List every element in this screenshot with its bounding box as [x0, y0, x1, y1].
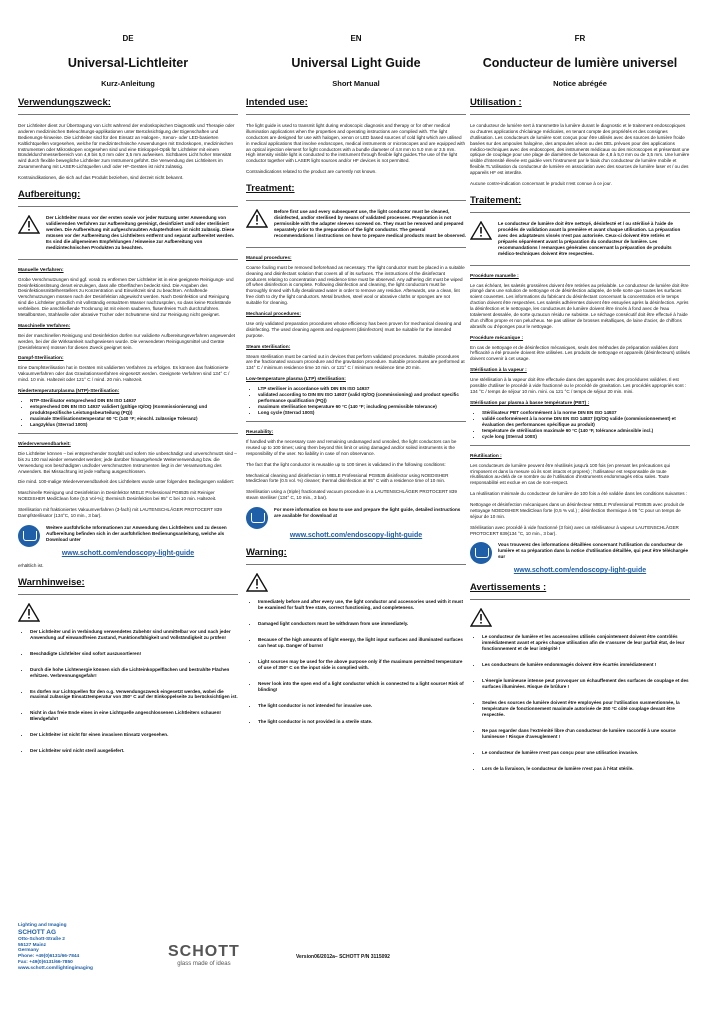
subheading: Procédure manuelle : [470, 273, 519, 279]
logo-tagline: glass made of ideas [177, 961, 231, 967]
paragraph: Maschinelle Reinigung und Desinfektion in Desinfektor MIELE Professional PG8535 mit Reiniger NOEDISHER MediClean forte (0,5 Vol-%); thermisch Desinfektion bei 95° C bei 10 min. Haltezeit. [18, 490, 217, 502]
divider [18, 433, 238, 434]
subheading: Réutilisation : [470, 453, 502, 459]
subheading: Procédure mécanique : [470, 335, 524, 341]
address-country: Germany [18, 948, 39, 954]
paragraph: Sterilisation mit fraktioniertes Vakuumverfahren (3-fach) mit LAUTENSCHLÄGER PROTOCERT 839 Dampfsterilisator (134°C, 10 min., 3 bar). [18, 507, 222, 518]
paragraph: Les conducteurs de lumière peuvent être réutilisés jusqu'à 100 fois (en prenant les précautions qui s'imposent et dans la mesure où ils sont intacts et propres) ; l'utilisateur est responsable de toute réutilisation au-delà de ce nombre ou de l'utilisation d'instruments endommagés et/ou sales. Toute responsabilité est exclue en cas de non-respect. [470, 462, 671, 486]
divider [246, 200, 466, 201]
page-title: Conducteur de lumière universel [482, 56, 678, 70]
warning-box [18, 215, 238, 251]
section-heading: Treatment: [246, 183, 295, 194]
subheading: Reusability: [246, 430, 274, 436]
language-code: EN [350, 34, 362, 43]
subheading: Wiederverwendbarkeit: [18, 441, 71, 447]
info-text: For more information on how to use and prepare the light guide, detailed instructions are available for download at [274, 507, 461, 519]
website-link[interactable]: www.schott.com/lightingimaging [18, 965, 93, 971]
list-item: • Damaged light conductors must be withdrawn from use immediately. [258, 621, 466, 627]
subheading: Stérilisation par plasma à basse température (PBT) : [470, 400, 590, 406]
paragraph: Contraindications related to the product are currently not known. [246, 169, 377, 175]
paragraph: Die Lichtleiter können – bei entsprechender Sorgfalt und sofern Sie unbeschädigt und unverschmutzt sind – bis zu 100 mal wieder verwendet werden; jede darüber hinausgehende Weiterverwendung bzw. die Verwendung von beschädigten und/oder verschmutzten Instrumenten liegt in der Verantwortung des Anwenders. Bei Missachtung ist jede Haftung ausgeschlossen. [18, 450, 237, 474]
list-item: • Der Lichtleiter ist nicht für einen invasiven Einsatz vorgesehen. [30, 732, 238, 738]
company-name: SCHOTT AG [18, 928, 57, 936]
warning-triangle-icon [470, 221, 492, 240]
subheading: Manuelle Verfahren: [18, 267, 64, 273]
paragraph: Bei der maschinellen Reinigung und Desinfektion dürfen nur validierte Aufbereitungsverfahren angewendet werden, bei der die Wirksamkeit nachgewiesen wurde. Die verwendeten Reinigungsmittel und Geräte (Desinfektoren) müssen für diesen Zweck geeignet sein. [18, 332, 236, 350]
address-street: Otto-Schott-Straße 2 [18, 936, 65, 942]
paragraph: Die mind. 100-malige Wiederverwendbarkeit des Lichtleiters wurde unter folgenden Bedingungen validiert: [18, 479, 235, 485]
paragraph: Aucune contre-indication concernant le produit n'est connue à ce jour. [470, 180, 612, 186]
warning-box [246, 209, 466, 239]
paragraph: Sterilisation using a (triple) fractionated vacuum procedure in a LAUTENSCHLÄGER PROTOCERT 839 steam steriliser (134° C, 10 min., 3 bar). [246, 489, 457, 501]
page-title: Universal Light Guide [291, 56, 421, 70]
paragraph: Steam sterilisation must be carried out in devices that perform validated procedures. Suitable procedures are the fractionated vacuum procedure and the gravitation procedure. Suitable procedures are performed at 134° C / minimum residence time 10 min. or 121° C / minimum residence time 20 min. [246, 353, 465, 371]
divider [470, 599, 690, 600]
warning-triangle-icon [470, 608, 492, 627]
warning-triangle-icon [18, 603, 40, 622]
language-code: DE [122, 34, 134, 43]
bullet-list [470, 410, 690, 440]
list-item: • Es dürfen nur Lichtquellen für den o.g. Verwendungszweck eingesetzt werden, wobei die maximal zulässige Einsatztemperatur von 350° C auf der Einkoppelseite zu berücksichtigen ist. [30, 689, 238, 701]
column-en [246, 34, 466, 735]
section-heading: Intended use: [246, 97, 308, 108]
warning-list [470, 634, 690, 772]
paragraph: Coarse fouling must be removed beforehand as necessary. The light conductor must be placed in a suitable cleaning and disinfectant solution that covers all of its surfaces. The instructions of the disinfectant producers relating to concentration and residence time must be observed. Any adhering dirt must be wiped off when disinfection is complete. Following disinfection and cleaning, the light conductors must be thoroughly rinsed with fully desalinated water in order to remove any residue. Afterwards, use a clean, lint free cloth to dry the light conductors. Metal brushes, steel wool or abrasive cloths or sponges are not suitable for cleaning. [246, 264, 465, 306]
list-item: • Seules des sources de lumière doivent être employées pour l'utilisation susmentionnée, la température de fonctionnement maximale autorisée de 350 °C côté couplage devant être respectée. [482, 700, 690, 718]
paragraph: erhältlich ist. [18, 562, 44, 568]
list-item: • cycle long (Sterrad 100S) [482, 434, 690, 440]
download-link[interactable]: www.schott.com/endoscopy-light-guide [289, 532, 423, 540]
paragraph: Mechanical cleaning and disinfection in MIELE Professional PG8535 disinfector using NOEDISHER MediClean forte (0.5 vol. %) cleaner; thermal disinfection at 95° C with a residence time of 10 min. [246, 472, 449, 484]
subheading: Stérilisation à la vapeur : [470, 368, 527, 374]
paragraph: The fact that the light conductor is reusable up to 100 times is validated in the following conditions: [246, 461, 446, 467]
paragraph: Nettoyage et désinfection mécaniques dans un désinfecteur MIELE Professional PG8535 avec produit de nettoyage NOEDISHER MediClean forte (0,5 % vol.) ; désinfection thermique à 95 °C pour un temps de séjour de 10 min. [470, 502, 685, 519]
paragraph: Stérilisation avec procédé à vide fractionné (3 fois) avec un stérilisateur à vapeur LAUTENSCHLÄGER PROTOCERT 839(134 °C, 10 min., 3 bar). [470, 524, 679, 536]
warning-box [470, 221, 690, 257]
warning-text: Before first use and every subsequent use, the light conductor must be cleaned, disinfected, and/or sterilised by means of validated processes. Preparation is not permissible with the adapter sleeves screwed on. They must be removed and prepared separately prior to the preparation of the light conductor. The general recommendations / instructions on how to prepare medical products must be observed. [274, 209, 466, 238]
section-heading: Traitement: [470, 194, 522, 206]
warning-triangle-icon [246, 573, 268, 592]
divider [246, 421, 466, 422]
list-item: • Durch die hohe Lichtenergie können sich die Lichteinkoppelflächen und bestrahlte Flächen erhitzen. Verbrennungsgefahr! [30, 667, 238, 679]
divider [246, 247, 466, 248]
paragraph: Le cas échéant, les saletés grossières doivent être retirées au préalable. Le conducteur de lumière doit être plongé dans une solution de nettoyage et de désinfection adaptée, de telle sorte que toutes les surfaces soient couvertes. Les informations du fabricant du désinfectant concernant la concentration et le temps d'action doivent être respectées. Les saletés adhérentes doivent être essuyées après la désinfection. Après la désinfection et le nettoyage, les conducteurs de lumière doivent être rincés à fond avec de l'eau totalement dessalée, de sorte qu'aucun résidu ne subsiste. Le séchage consécutif doit être effectué à l'aide d'un chiffon propre et non pelucheux. Ne pas utiliser de brosses métalliques, de laine d'acier, de chiffons abrasifs ou d'éponges pour le nettoyage. [470, 282, 689, 329]
subheading: Manual procedures: [246, 255, 292, 261]
warning-list [18, 629, 238, 755]
divider [470, 212, 690, 213]
list-item: • L'énergie lumineuse intense peut provoquer un échauffement des surfaces de couplage et des surfaces illuminées. Risque de brûlure ! [482, 678, 690, 690]
list-item: • Der Lichtleiter und in Verbindung verwendetes Zubehör sind unmittelbar vor und nach jeder Anwendung auf einwandfreien Zustand, Funktionsfähigkeit und Vollständigkeit zu prüfen! [30, 629, 238, 641]
divider [18, 206, 238, 207]
list-item: • Never look into the open end of a light conductor which is connected to a light source! Risk of blinding! [258, 681, 466, 693]
divider [18, 114, 238, 115]
list-item: • Long cycle (Sterrad 100S) [258, 410, 466, 416]
paragraph: The light guide is used to transmit light during endoscopic diagnosis and therapy or for other medical illumination applications when the properties and operating instructions are complied with. The light conductors are designed for use with halogen, xenon or LED based sources of cold light which are utilised in medical applications that involve endoscopes, medical instruments or microscopes and are equipped with an optical injection element for light conductors with a bundle diameter of 4.8 mm to 5.0 mm or 3.5 mm. High intensity visible light is conducted to the instrument through flexible light guides.The use of the light conductor together with LASER light sources and/or HF devices is not permitted. [246, 123, 466, 164]
download-link[interactable]: www.schott.com/endoscopy-light-guide [513, 567, 647, 575]
divider [470, 445, 690, 446]
divider [470, 265, 690, 266]
list-item: • validated according to DIN EN ISO 14937 (valid IQ/OQ (commissioning) and product specific performance qualification (PQ)) [258, 392, 466, 404]
list-item: • The light conductor is not intended for invasive use. [258, 703, 466, 709]
warning-text: Le conducteur de lumière doit être nettoyé, désinfecté et / ou stérilisé à l'aide de procédés de validation avant la première et avant chaque utilisation. La préparation avec des adaptateurs vissés n'est pas autorisée. Ceux-ci doivent être retirés et préparés séparément avant la préparation du conducteur de lumière. Les recommandations / remarques générales concernant la préparation de produits médico-techniques doivent être respectées. [498, 220, 681, 256]
paragraph: Kontraindikationen, die sich auf das Produkt beziehen, sind derzeit nicht bekannt. [18, 175, 184, 180]
subheading: Mechanical procedures: [246, 311, 301, 317]
paragraph: Grobe Verschmutzungen sind ggf. vorab zu entfernen Der Lichtleiter ist in eine geeignete Reinigungs- und Desinfektionslösung derart einzulegen, dass alle Oberflächen bedeckt sind. Die Angaben des Desinfektionsmittelherstellers zu Konzentration und Einwirkzeit sind zu beachten. Anhaftende Verschmutzungen müssen nach der Desinfektion abgewischt werden. Nach Desinfektion und Reinigung sind die Lichtleiter gründlich mit vollständig entsalztem Wasser nachzuspülen, so dass keine Rückstände verbleiben. Die anschließende Trocknung ist mit einem sauberen, flusenfreien Tuch durchzuführen. Metallbürsten, Stahlwolle oder abrasive Tücher oder Schwämme sind zur Reinigung nicht geeignet. [18, 276, 234, 317]
warning-triangle-icon [246, 209, 268, 228]
paragraph: Le conducteur de lumière sert à transmettre la lumière durant le diagnostic et le traitement endoscopiques ou d'autres applications d'éclairage médicales, en tenant compte des propriétés et des consignes d'utilisation. Les conducteurs de lumière sont conçus pour être utilisés avec des sources de lumière froide basées sur des ampoules halogène, des ampoules xénon ou des DEL prévues pour des applications médico-techniques avec des endoscopes, des instruments médicaux ou des microscopes et présentant une optique de couplage pour une plage de diamètres de faisceaux de 4,8 à 5,0 mm ou de 3,5 mm. Une lumière visible d'intensité élevée est guidée vers l'instrument par le biais d'un conducteur de lumière mobile et flexible.TL'utilisation du conducteur de lumière en association avec des sources de lumière laser et / ou des appareils HF est interdite. [470, 123, 690, 175]
list-item: • Stérilisateur PBT conformément à la norme DIN EN ISO 14937 [482, 410, 690, 416]
list-item: • LTP steriliser in accordance with DIN EN ISO 14937 [258, 386, 466, 392]
divider [18, 259, 238, 260]
bullet-list [246, 386, 466, 416]
download-link[interactable]: www.schott.com/endoscopy-light-guide [61, 549, 195, 557]
page-subtitle: Kurz-Anleitung [101, 79, 155, 88]
company-address [18, 923, 93, 972]
warning-list [246, 599, 466, 725]
info-text: Weitere ausführliche Informationen zur Anwendung des Lichtleiters und zu dessen Aufbereitung befinden sich in der ausführlichen Bedienungsanleitung, welche als Download unter [46, 524, 227, 542]
paragraph: If handled with the necessary care and remaining undamaged and unsoiled, the light conductors can be reused up to 100 times; using them beyond this limit or using damaged and/or soiled instruments is the responsibility of the user. No liability in case of non observance. [246, 439, 457, 456]
list-item: • entsprechend DIN EN ISO 14937 validiert (gültige IQ/OQ (Kommissionierung) und produktspezifische Leistungsbeurteilung (PQ)) [30, 404, 238, 416]
subheading: Niedertemperaturplasma (NTP)-Sterilisation: [18, 389, 120, 395]
list-item: • Les conducteurs de lumière endommagés doivent être écartés immédiatement ! [482, 662, 690, 668]
list-item: • maximum sterilisation temperature 60 °C (140 °F; including permissible tolerance) [258, 404, 466, 410]
paragraph: La réutilisation minimale du conducteur de lumière de 100 fois a été validée dans les conditions suivantes : [470, 491, 688, 497]
paragraph: Use only validated preparation procedures whose efficiency has been proven for mechanical cleaning and disinfecting. The used cleaning agents and equipment (disinfectors) must be suitable for the intended purpose. [246, 320, 462, 338]
list-item: • Because of the high amounts of light energy, the light input surfaces and illuminated surfaces can heat up. Danger of burns! [258, 637, 466, 649]
language-code: FR [574, 34, 586, 43]
info-box [18, 525, 238, 547]
info-box [470, 542, 690, 564]
phone-number: Phone: +49(0)6131/66-7844 [18, 954, 80, 960]
info-text: Vous trouverez des informations détaillées concernant l'utilisation du conducteur de lumière et sa préparation dans la notice d'utilisation détaillée, qui peut être téléchargée sur [498, 542, 688, 560]
column-de [18, 34, 238, 764]
section-heading: Warning: [246, 547, 287, 559]
list-item: • The light conductor is not provided in a sterile state. [258, 719, 466, 725]
section-heading: Utilisation : [470, 97, 522, 108]
list-item: • Nicht in das freie Ende eines in eine Lichtquelle angeschlossenen Lichtleiters schauen! Blendgefahr! [30, 710, 238, 722]
list-item: • Ne pas regarder dans l'extrémité libre d'un conducteur de lumière raccordé à une source lumineuse ! Risque d'aveuglement ! [482, 728, 690, 740]
subheading: Dampf-Sterilisation: [18, 356, 64, 362]
paragraph: Der Lichtleiter dient zur Übertragung von Licht während der endoskopischen Diagnostik und Therapie oder anderen medizinischen Beleuchtungs-applikationen unter Berücksichtigung der Eigenschaften und Bedienungs-hinweise. Die Lichtleiter sind für den Einsatz an Halogen-, Xenon- oder LED-basierten Kaltlichtquellen vorgesehen, welche für medizintechnische Anwendungen mit Endoskopen, medizinischen Instrumenten oder Mikroskopen vorgesehen sind und eine Einkoppel-Optik für Lichtleiter mit einem Bündeldurchmesserbereich von 4,8 bis 5,0 mm oder 3,5 mm aufweisen. Sichtbares Licht hoher Intensität wird durch flexible bewegliche Lichtleiter zum Instrument geführt. Die Verwendung des Lichtleiters im Zusammenhang mit LASER-Lichtquellen und/ oder HF-Geräten ist nicht zulässig. [18, 123, 235, 170]
page-title: Universal-Lichtleiter [67, 56, 189, 70]
section-heading: Verwendungszweck: [18, 97, 111, 108]
list-item: • Lors de la livraison, le conducteur de lumière n'est pas à l'état stérile. [482, 766, 690, 772]
divider [18, 594, 238, 595]
address-city: 55127 Mainz [18, 942, 46, 948]
subheading: Low-temperature plasma (LTP) sterilisation: [246, 377, 346, 383]
paragraph: Une stérilisation à la vapeur doit être effectuée dans des appareils avec des procédures validées. Il est possible d'utiliser le procédé à vide fractionné ou le procédé de gravitation. Les procédés appropriés sont : 134 °C / temps de séjour 10 min. mini. ou 121 °C / temps de séjour 20 min. mini. [470, 377, 687, 394]
list-item: • Langzyklus (Sterrad 100S) [30, 422, 238, 428]
fax-number: Fax: +49(0)6131/66-7850 [18, 960, 73, 966]
list-item: • Light sources may be used for the above purpose only if the maximum permitted temperature of use of 350° C on the input side is complied with. [258, 659, 466, 671]
divider [246, 564, 466, 565]
list-item: • Immediately before and after every use, the light conductor and accessories used with it must be examined for fault free state, correct functioning, and completeness. [258, 599, 466, 611]
paragraph: En cas de nettoyage et de désinfection mécaniques, seuls des méthodes de préparation validées dont l'efficacité a été prouvée doivent être utilisées. Les produits de nettoyage et appareils (désinfecteurs) utilisés doivent convenir à cet usage. [470, 344, 690, 362]
list-item: • NTP-Sterilisator entsprechend DIN EN ISO 14937 [30, 398, 238, 404]
divider [246, 114, 466, 115]
division-name: Lighting and Imaging [18, 923, 67, 928]
manual-icon [470, 542, 492, 564]
logo-name: SCHOTT [168, 943, 240, 960]
version-label: Version06/2012a– SCHOTT P/N 3115092 [296, 954, 390, 960]
column-fr [470, 34, 690, 782]
page-subtitle: Notice abrégée [553, 79, 607, 88]
list-item: • Der Lichtleiter wird nicht steril ausgeliefert. [30, 748, 238, 754]
bullet-list [18, 398, 238, 428]
divider [470, 114, 690, 115]
subheading: Maschinelle Verfahren: [18, 323, 71, 329]
schott-logo [168, 943, 240, 967]
list-item: • Beschädigte Lichtleiter sind sofort auszusortieren! [30, 651, 238, 657]
subheading: Steam sterilisation: [246, 344, 291, 350]
page-subtitle: Short Manual [332, 79, 380, 88]
list-item: • Le conducteur de lumière n'est pas conçu pour une utilisation invasive. [482, 750, 690, 756]
manual-icon [246, 507, 268, 529]
paragraph: Eine Dampfsterilisation hat in Geräten mit validierten Verfahren zu erfolgen. Es können das fraktionierte Vakuumverfahren oder das Gravitationsverfahren eingesetzt werden. Geeignete Verfahren sind 134° C / mind. 10 min. Haltezeit oder 121° C / mind. 20 min. Haltezeit. [18, 365, 230, 383]
section-heading: Warnhinweise: [18, 576, 85, 588]
list-item: • température de stérilisation maximale 60 °C (140 °F, tolérance admissible incl.) [482, 428, 690, 434]
warning-triangle-icon [18, 215, 40, 234]
list-item: • Le conducteur de lumière et les accessoires utilisés conjointement doivent être contrôlés immédiatement avant et après chaque utilisation afin de s'assurer de leur parfait état, de leur fonctionnement et de leur intégrité ! [482, 634, 690, 652]
info-box [246, 507, 466, 529]
section-heading: Aufbereitung: [18, 188, 81, 200]
manual-icon [18, 525, 40, 547]
list-item: • validé conformément à la norme DIN EN ISO 14937 (IQ/OQ valide (commissionnement) et évaluation des performances spécifique au produit) [482, 416, 690, 428]
section-heading: Avertissements : [470, 582, 547, 594]
warning-text: Der Lichtleiter muss vor der ersten sowie vor jeder Nutzung unter Anwendung von validierenden Verfahren zur Aufbereitung gereinigt, desinfiziert und/ oder sterilisiert werden. Die Aufbereitung mit aufgeschraubten Adapterhülsen ist nicht zulässig. Diese müssen vor der Aufbereitung des Lichtleiters entfernt und separat aufbereitet werden. Es sind die allgemeinen Empfehlungen / Hinweise zur Aufbereitung von medizintechnischen Produkten zu beachten. [46, 214, 235, 250]
list-item: • maximale Sterilisationstemperatur 60 °C (140 °F; einschl. zulässige Toleranz) [30, 416, 238, 422]
